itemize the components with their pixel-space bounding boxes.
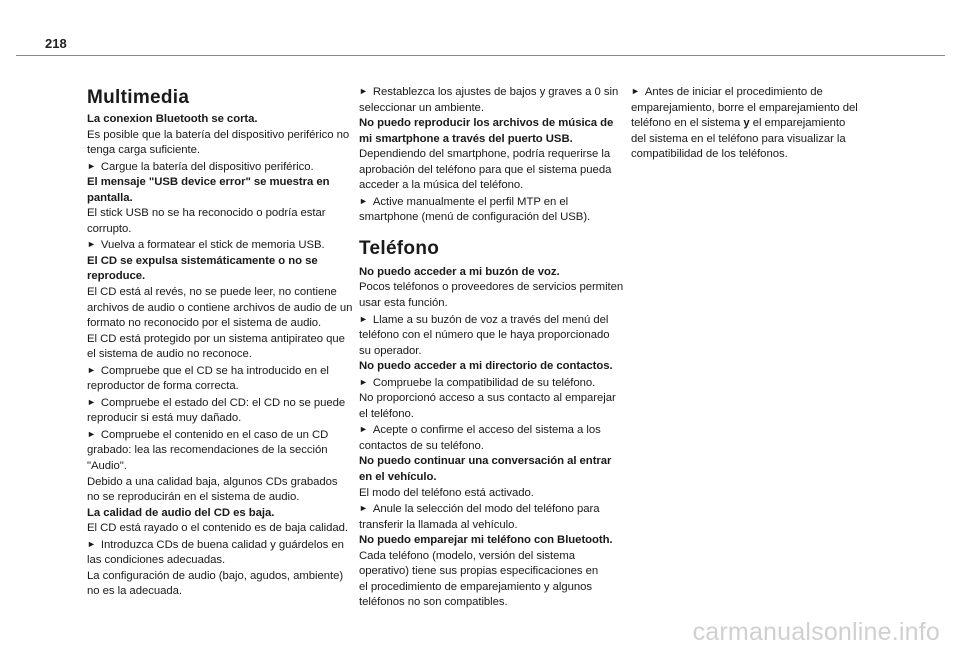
- text-line: [87, 301, 353, 317]
- line-text: transferir la llamada al vehículo.: [359, 518, 518, 531]
- line-text: Compruebe que el CD se ha introducido en el: [100, 364, 329, 377]
- column-2-body: [359, 265, 624, 611]
- line-text: pantalla.: [87, 191, 133, 204]
- bullet-line: [359, 84, 621, 101]
- line-text: usar esta función.: [359, 297, 448, 310]
- text-line: [359, 391, 621, 407]
- question-line: [87, 254, 349, 270]
- text-line: [87, 443, 349, 459]
- text-line: [631, 116, 893, 132]
- bullet-line: [359, 194, 621, 211]
- line-text: seleccionar un ambiente.: [359, 101, 484, 114]
- text-line: [631, 132, 893, 148]
- text-line: [359, 486, 621, 502]
- text-line: [359, 328, 621, 344]
- text-line: [87, 459, 349, 475]
- question-line: [359, 470, 621, 486]
- line-text: Cargue la batería del dispositivo periférico.: [100, 160, 314, 173]
- bullet-arrow-icon: ►: [87, 160, 96, 171]
- text-line: [631, 147, 893, 163]
- question-line: [87, 191, 349, 207]
- text-line: [87, 316, 349, 332]
- line-text: Debido a una calidad baja, algunos CDs grabados: [87, 475, 338, 488]
- line-text: su operador.: [359, 344, 422, 357]
- line-text: el procedimiento de emparejamiento y algunos: [359, 580, 593, 593]
- bullet-arrow-icon: ►: [87, 239, 96, 250]
- text-line: [631, 101, 893, 117]
- line-text: reproducir si está muy dañado.: [87, 412, 242, 425]
- line-text: archivos de audio o contiene archivos de audio de un: [87, 301, 353, 314]
- line-text: El stick USB no se ha reconocido o podría estar: [87, 207, 326, 220]
- line-text: acceder a la música del teléfono.: [359, 179, 524, 192]
- question-line: [87, 269, 349, 285]
- text-line: [359, 280, 624, 296]
- bullet-arrow-icon: ►: [359, 376, 368, 387]
- watermark: carmanualsonline.info: [692, 618, 940, 646]
- line-text-bold: y: [743, 117, 750, 130]
- text-line: [359, 163, 621, 179]
- text-line: [359, 595, 621, 611]
- bullet-arrow-icon: ►: [359, 503, 368, 514]
- text-line: [87, 411, 349, 427]
- column-2-intro: [359, 84, 621, 226]
- line-text: Antes de iniciar el procedimiento de: [644, 86, 823, 98]
- line-text: compatibilidad de los teléfonos.: [631, 148, 788, 161]
- text-line: [87, 347, 349, 363]
- text-line: [87, 569, 349, 585]
- text-line: [87, 285, 349, 301]
- text-line: [359, 210, 621, 226]
- line-text: Cada teléfono (modelo, versión del sistema: [359, 549, 576, 562]
- text-line: [359, 344, 621, 360]
- line-text: no es la adecuada.: [87, 585, 182, 598]
- text-line: [87, 128, 349, 144]
- line-text: corrupto.: [87, 222, 132, 235]
- line-text: Es posible que la batería del dispositivo periférico no: [87, 128, 350, 141]
- line-text: Llame a su buzón de voz a través del menú del: [372, 313, 609, 326]
- text-line: [359, 407, 621, 423]
- line-text: el sistema de audio no reconoce.: [87, 348, 252, 361]
- column-1: [87, 86, 353, 600]
- line-text: Restablezca los ajustes de bajos y graves a 0 sin: [372, 86, 619, 98]
- text-line: [87, 521, 349, 537]
- line-text: grabado: lea las recomendaciones de la sección: [87, 444, 328, 457]
- header-divider: [16, 55, 945, 56]
- line-text: No puedo emparejar mi teléfono con Bluetooth.: [359, 534, 613, 547]
- question-line: [87, 112, 349, 128]
- line-text: mi smartphone a través del puerto USB.: [359, 132, 573, 145]
- bullet-line: [87, 395, 349, 412]
- line-text: contactos de su teléfono.: [359, 439, 484, 452]
- text-line: [87, 222, 349, 238]
- line-text: Introduzca CDs de buena calidad y guárdelos en: [100, 538, 344, 551]
- line-text: La conexion Bluetooth se corta.: [87, 113, 258, 125]
- text-line: [359, 296, 621, 312]
- text-line: [87, 332, 349, 348]
- line-text: el teléfono.: [359, 407, 414, 420]
- section-title-multimedia: Multimedia: [87, 87, 190, 108]
- line-text: No puedo continuar una conversación al entrar: [359, 455, 612, 468]
- line-text: Compruebe el estado del CD: el CD no se puede: [100, 396, 346, 409]
- line-text: formato no reconocido por el sistema de audio.: [87, 317, 322, 330]
- question-line: [87, 175, 349, 191]
- bullet-line: [359, 312, 621, 329]
- text-line: [87, 475, 349, 491]
- text-line: [87, 143, 349, 159]
- bullet-line: [359, 422, 621, 439]
- text-line: [359, 518, 621, 534]
- bullet-arrow-icon: ►: [631, 86, 640, 96]
- bullet-line: [87, 159, 349, 176]
- text-line: [87, 379, 349, 395]
- line-text: El CD está al revés, no se puede leer, no contiene: [87, 286, 337, 299]
- bullet-arrow-icon: ►: [359, 195, 368, 206]
- line-text: no se reproducirán en el sistema de audio.: [87, 491, 300, 504]
- bullet-arrow-icon: ►: [87, 428, 96, 439]
- question-line: [359, 454, 621, 470]
- page-number: 218: [45, 36, 67, 51]
- line-text: teléfono en el sistema: [631, 117, 744, 130]
- line-text: La configuración de audio (bajo, agudos, ambiente): [87, 569, 344, 582]
- line-text: La calidad de audio del CD es baja.: [87, 506, 275, 519]
- bullet-arrow-icon: ►: [359, 86, 368, 96]
- line-text: No puedo acceder a mi buzón de voz.: [359, 265, 560, 278]
- line-text: Compruebe la compatibilidad de su teléfono.: [372, 376, 596, 389]
- column-1-body: [87, 112, 353, 600]
- line-text: El CD se expulsa sistemáticamente o no se: [87, 254, 318, 267]
- line-text: del sistema en el teléfono para visualizar la: [631, 132, 846, 145]
- line-text: Pocos teléfonos o proveedores de servicios permiten: [359, 281, 624, 294]
- line-text: operativo) tiene sus propias especificaciones en: [359, 565, 599, 578]
- line-text: emparejamiento, borre el emparejamiento del: [631, 101, 858, 114]
- question-line: [87, 506, 349, 522]
- bullet-line: [359, 375, 621, 392]
- line-text: Acepte o confirme el acceso del sistema a los: [372, 424, 601, 437]
- question-line: [359, 265, 621, 281]
- line-text: smartphone (menú de configuración del USB).: [359, 211, 591, 224]
- line-text: No proporcionó acceso a sus contacto al emparejar: [359, 392, 616, 405]
- text-line: [359, 580, 621, 596]
- text-line: [87, 206, 349, 222]
- bullet-arrow-icon: ►: [87, 396, 96, 407]
- line-text: No puedo acceder a mi directorio de contactos.: [359, 360, 613, 373]
- line-text: las condiciones adecuadas.: [87, 554, 226, 567]
- line-text: Anule la selección del modo del teléfono para: [372, 503, 600, 516]
- bullet-line: [631, 84, 893, 101]
- line-text: El CD está protegido por un sistema antipirateo que: [87, 332, 345, 345]
- line-text: reproductor de forma correcta.: [87, 380, 239, 393]
- line-text: No puedo reproducir los archivos de música de: [359, 117, 614, 130]
- text-line: [359, 439, 621, 455]
- bullet-arrow-icon: ►: [359, 424, 368, 435]
- line-text: aprobación del teléfono para que el sistema pueda: [359, 163, 612, 176]
- line-text: Compruebe el contenido en el caso de un CD: [100, 428, 329, 441]
- text-line: [359, 147, 621, 163]
- question-line: [359, 533, 621, 549]
- bullet-arrow-icon: ►: [87, 538, 96, 549]
- text-line: [359, 564, 621, 580]
- bullet-line: [87, 537, 349, 554]
- line-text-tail: el emparejamiento: [749, 117, 846, 130]
- line-text: "Audio".: [87, 460, 127, 473]
- column-3: [631, 84, 893, 163]
- line-text: reproduce.: [87, 270, 146, 283]
- text-line: [87, 490, 349, 506]
- column-3-body: [631, 84, 893, 163]
- line-text: tenga carga suficiente.: [87, 144, 200, 157]
- line-text: en el vehículo.: [359, 471, 437, 484]
- line-text: Active manualmente el perfil MTP en el: [372, 195, 569, 208]
- section-title-telefono: Teléfono: [359, 237, 440, 259]
- column-2: [359, 84, 624, 611]
- bullet-arrow-icon: ►: [87, 364, 96, 375]
- question-line: [359, 132, 621, 148]
- text-line: [87, 584, 349, 600]
- line-text: El modo del teléfono está activado.: [359, 486, 534, 499]
- bullet-arrow-icon: ►: [359, 313, 368, 324]
- line-text: teléfonos no son compatibles.: [359, 596, 508, 609]
- text-line: [359, 178, 621, 194]
- bullet-line: [87, 363, 349, 380]
- text-line: [359, 101, 621, 117]
- line-text: El mensaje "USB device error" se muestra en: [87, 176, 330, 189]
- bullet-line: [87, 427, 349, 444]
- bullet-line: [87, 237, 349, 254]
- line-text: teléfono con el número que le haya proporcionado: [359, 329, 610, 342]
- line-text: El CD está rayado o el contenido es de baja calidad.: [87, 522, 348, 535]
- line-text: Dependiendo del smartphone, podría requerirse la: [359, 148, 611, 161]
- question-line: [359, 116, 621, 132]
- line-text: Vuelva a formatear el stick de memoria USB.: [100, 239, 325, 252]
- text-line: [87, 553, 349, 569]
- text-line: [359, 549, 621, 565]
- question-line: [359, 359, 621, 375]
- bullet-line: [359, 501, 621, 518]
